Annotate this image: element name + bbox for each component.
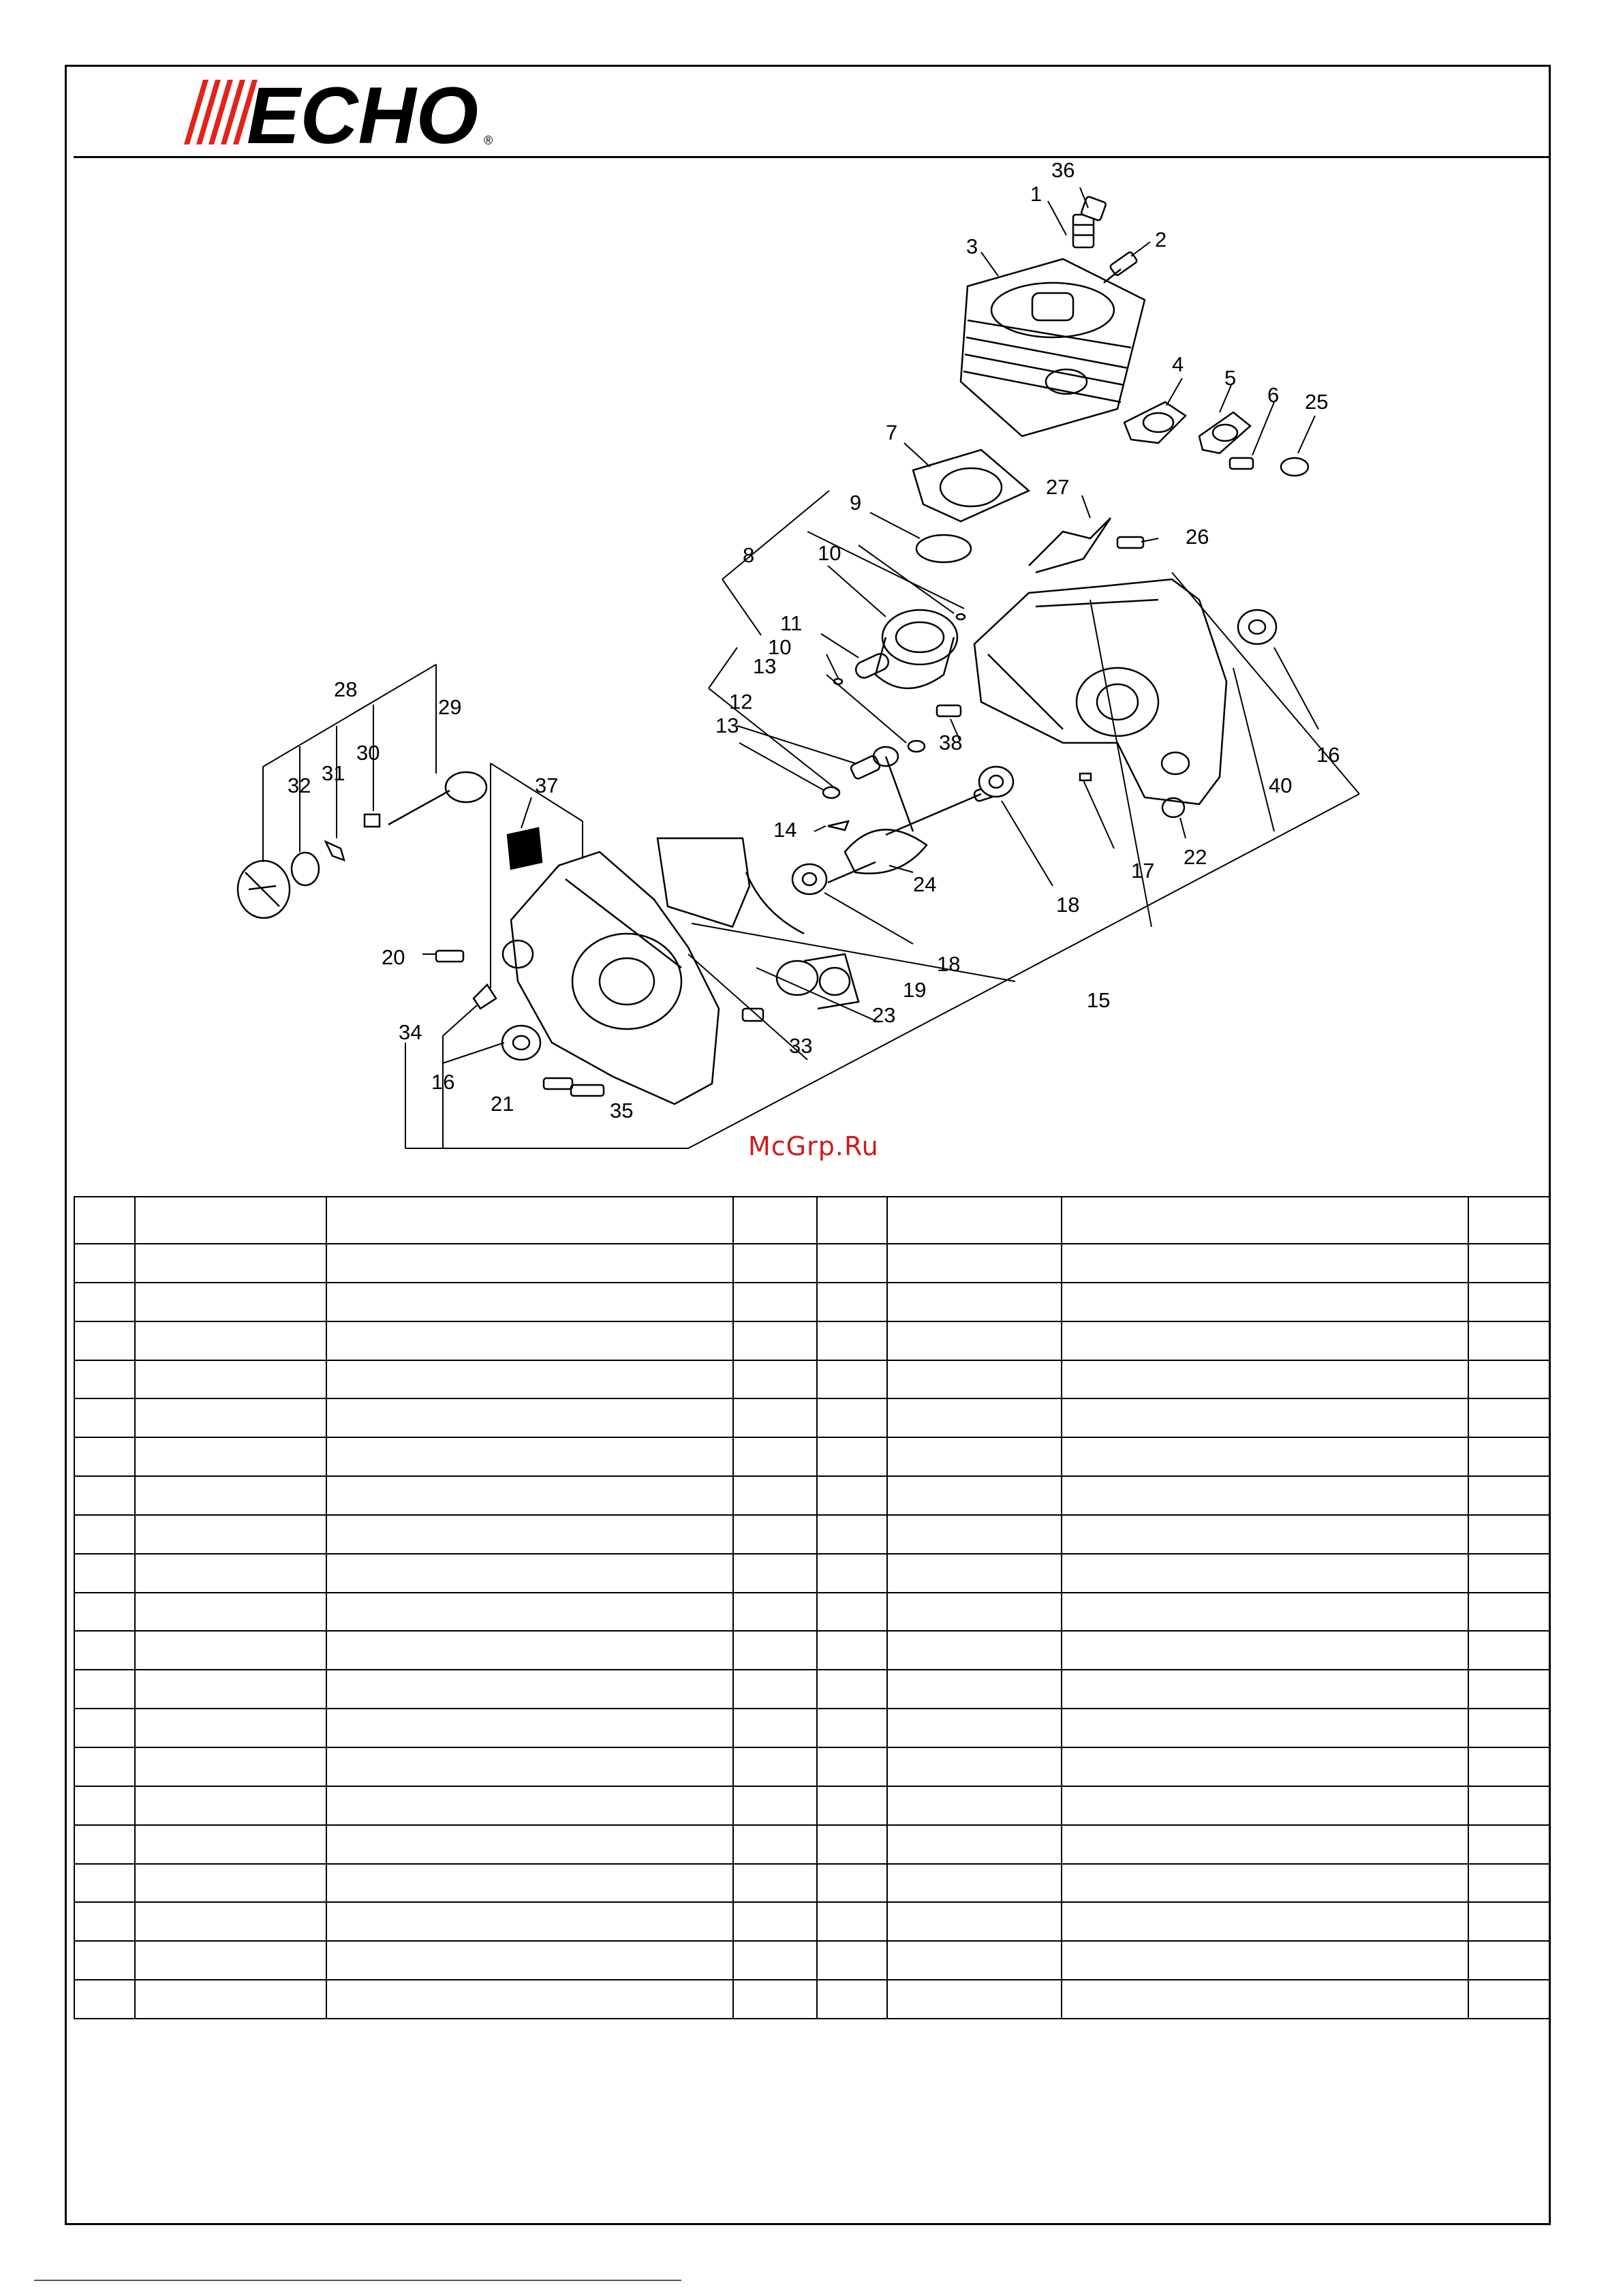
logo-registered-mark: ® xyxy=(484,134,493,147)
table-cell xyxy=(817,1360,887,1399)
logo-wordmark: ECHO xyxy=(247,76,478,148)
table-cell xyxy=(326,1360,733,1399)
table-cell xyxy=(817,1554,887,1593)
table-cell xyxy=(74,1360,135,1399)
table-cell xyxy=(135,1554,326,1593)
callout-33: 33 xyxy=(789,1034,813,1058)
heat-shield-part xyxy=(1029,518,1111,572)
table-cell xyxy=(887,1515,1062,1554)
table-cell xyxy=(733,1197,817,1244)
table-row xyxy=(74,1593,1549,1632)
table-cell xyxy=(135,1476,326,1515)
table-cell xyxy=(1062,1476,1468,1515)
key-part xyxy=(828,821,848,830)
crankshaft-part xyxy=(828,747,1002,883)
knob-screw-part xyxy=(365,814,380,827)
table-cell xyxy=(1062,1709,1468,1747)
table-cell xyxy=(733,1360,817,1399)
table-cell xyxy=(1468,1554,1549,1593)
watermark: McGrp.Ru xyxy=(748,1131,879,1161)
callout-23: 23 xyxy=(872,1003,896,1027)
table-cell xyxy=(135,1631,326,1670)
table-cell xyxy=(887,1476,1062,1515)
screw-part-3 xyxy=(544,1078,572,1089)
table-cell xyxy=(817,1515,887,1554)
table-cell xyxy=(1468,1980,1549,2019)
table-cell xyxy=(817,1941,887,1980)
screw-part xyxy=(937,705,961,716)
table-cell xyxy=(1468,1437,1549,1476)
callout-31: 31 xyxy=(322,761,345,785)
table-cell xyxy=(1468,1197,1549,1244)
table-cell xyxy=(74,1321,135,1360)
table-cell xyxy=(1062,1283,1468,1321)
bearing-part-2 xyxy=(792,864,826,894)
table-cell xyxy=(326,1941,733,1980)
table-cell xyxy=(887,1398,1062,1437)
table-cell xyxy=(74,1476,135,1515)
table-cell xyxy=(326,1476,733,1515)
parts-table-body xyxy=(74,1197,1549,2019)
table-cell xyxy=(74,1244,135,1283)
table-cell xyxy=(817,1747,887,1786)
table-cell xyxy=(326,1825,733,1864)
table-cell xyxy=(74,1631,135,1670)
piston-part xyxy=(876,610,957,688)
callout-16: 16 xyxy=(1316,743,1340,767)
table-row xyxy=(74,1786,1549,1825)
table-cell xyxy=(1062,1631,1468,1670)
intake-manifold-part xyxy=(777,954,859,1009)
table-cell xyxy=(1468,1864,1549,1903)
table-cell xyxy=(326,1398,733,1437)
callout-25: 25 xyxy=(1305,390,1329,414)
table-cell xyxy=(1062,1554,1468,1593)
table-cell xyxy=(817,1825,887,1864)
callout-17: 17 xyxy=(1131,859,1155,883)
piston-ring-part xyxy=(916,535,971,562)
table-cell xyxy=(135,1825,326,1864)
table-cell xyxy=(817,1321,887,1360)
table-cell xyxy=(326,1515,733,1554)
table-cell xyxy=(135,1593,326,1632)
table-cell xyxy=(1062,1515,1468,1554)
table-cell xyxy=(1062,1398,1468,1437)
table-cell xyxy=(135,1670,326,1709)
table-cell xyxy=(1062,1437,1468,1476)
table-cell xyxy=(135,1786,326,1825)
table-cell xyxy=(733,1670,817,1709)
table-cell xyxy=(887,1593,1062,1632)
table-cell xyxy=(74,1902,135,1941)
table-cell xyxy=(326,1593,733,1632)
table-cell xyxy=(887,1747,1062,1786)
callout-38: 38 xyxy=(939,731,963,754)
table-cell xyxy=(135,1360,326,1399)
table-cell xyxy=(817,1593,887,1632)
table-cell xyxy=(733,1515,817,1554)
table-cell xyxy=(817,1864,887,1903)
callout-27: 27 xyxy=(1046,475,1070,499)
table-cell xyxy=(74,1980,135,2019)
callout-1: 1 xyxy=(1030,182,1042,206)
table-row xyxy=(74,1321,1549,1360)
table-row xyxy=(74,1902,1549,1941)
table-cell xyxy=(74,1398,135,1437)
table-cell xyxy=(326,1980,733,2019)
table-cell xyxy=(135,1398,326,1437)
callout-40: 40 xyxy=(1269,774,1293,797)
table-cell xyxy=(1062,1244,1468,1283)
table-row xyxy=(74,1980,1549,2019)
bearing-part-3 xyxy=(1238,610,1276,644)
circlip-part xyxy=(957,614,965,619)
table-cell xyxy=(135,1283,326,1321)
table-cell xyxy=(1468,1398,1549,1437)
table-cell xyxy=(887,1825,1062,1864)
cylinder-gasket-part xyxy=(913,450,1029,521)
callout-16b: 16 xyxy=(431,1070,455,1094)
table-cell xyxy=(733,1902,817,1941)
table-cell xyxy=(135,1864,326,1903)
table-cell xyxy=(733,1398,817,1437)
table-cell xyxy=(1062,1670,1468,1709)
table-cell xyxy=(326,1902,733,1941)
callout-37: 37 xyxy=(535,774,559,797)
callout-6: 6 xyxy=(1267,383,1280,407)
table-cell xyxy=(326,1197,733,1244)
table-cell xyxy=(135,1902,326,1941)
table-row xyxy=(74,1670,1549,1709)
callout-30: 30 xyxy=(356,741,380,765)
table-cell xyxy=(733,1476,817,1515)
table-cell xyxy=(74,1197,135,1244)
callout-19: 19 xyxy=(903,978,927,1002)
muffler-screw-part xyxy=(1230,458,1253,469)
table-cell xyxy=(817,1244,887,1283)
table-cell xyxy=(887,1709,1062,1747)
decomp-valve-part xyxy=(1073,196,1107,247)
table-cell xyxy=(733,1437,817,1476)
ratchet-cap-part xyxy=(238,861,290,918)
table-header-row xyxy=(74,1197,1549,1244)
callout-21: 21 xyxy=(491,1092,514,1116)
table-cell xyxy=(1062,1902,1468,1941)
table-cell xyxy=(1062,1321,1468,1360)
table-cell xyxy=(1468,1747,1549,1786)
crankcase-left-part xyxy=(503,852,719,1104)
table-row xyxy=(74,1941,1549,1980)
table-cell xyxy=(326,1321,733,1360)
table-cell xyxy=(74,1786,135,1825)
footer-rule xyxy=(34,2280,681,2281)
table-cell xyxy=(733,1864,817,1903)
callout-24: 24 xyxy=(913,872,937,896)
callout-22: 22 xyxy=(1184,845,1207,869)
table-cell xyxy=(887,1631,1062,1670)
cylinder-bolt-part xyxy=(1104,251,1138,283)
table-cell xyxy=(1062,1980,1468,2019)
callout-14: 14 xyxy=(773,818,797,842)
table-cell xyxy=(326,1709,733,1747)
table-cell xyxy=(326,1437,733,1476)
bearing-part-4 xyxy=(502,1026,540,1060)
table-cell xyxy=(817,1283,887,1321)
callout-18: 18 xyxy=(1056,893,1080,917)
callout-36: 36 xyxy=(1051,158,1075,182)
table-row xyxy=(74,1398,1549,1437)
table-cell xyxy=(1062,1360,1468,1399)
table-cell xyxy=(1468,1786,1549,1825)
table-cell xyxy=(887,1360,1062,1399)
table-cell xyxy=(74,1941,135,1980)
table-cell xyxy=(326,1631,733,1670)
callout-10b: 10 xyxy=(768,635,792,659)
table-cell xyxy=(1468,1825,1549,1864)
table-cell xyxy=(74,1437,135,1476)
table-cell xyxy=(74,1554,135,1593)
cylinder-part xyxy=(961,259,1145,436)
table-cell xyxy=(733,1244,817,1283)
ring-part xyxy=(1281,458,1308,476)
table-cell xyxy=(887,1197,1062,1244)
table-cell xyxy=(135,1321,326,1360)
table-cell xyxy=(887,1554,1062,1593)
callout-12: 12 xyxy=(729,690,753,714)
parts-table xyxy=(74,1196,1550,2019)
needle-bearing-part xyxy=(850,755,881,780)
table-cell xyxy=(887,1437,1062,1476)
table-row xyxy=(74,1244,1549,1283)
table-cell xyxy=(887,1244,1062,1283)
table-row xyxy=(74,1825,1549,1864)
table-cell xyxy=(887,1321,1062,1360)
callout-18b: 18 xyxy=(937,952,961,976)
table-cell xyxy=(1468,1670,1549,1709)
table-cell xyxy=(1468,1631,1549,1670)
table-cell xyxy=(1468,1283,1549,1321)
callout-32: 32 xyxy=(288,774,311,797)
callout-9: 9 xyxy=(850,491,862,515)
table-cell xyxy=(733,1709,817,1747)
table-cell xyxy=(817,1197,887,1244)
table-cell xyxy=(1468,1244,1549,1283)
table-cell xyxy=(887,1980,1062,2019)
callout-3: 3 xyxy=(966,234,978,258)
table-cell xyxy=(817,1709,887,1747)
valve-part xyxy=(474,985,496,1009)
table-cell xyxy=(887,1283,1062,1321)
callout-29: 29 xyxy=(438,695,462,719)
table-cell xyxy=(1468,1515,1549,1554)
muffler-gasket-part xyxy=(1124,402,1250,453)
table-cell xyxy=(1062,1197,1468,1244)
table-cell xyxy=(887,1902,1062,1941)
table-cell xyxy=(326,1244,733,1283)
callout-15: 15 xyxy=(1087,988,1111,1012)
callout-28: 28 xyxy=(334,677,358,701)
table-cell xyxy=(817,1670,887,1709)
table-row xyxy=(74,1437,1549,1476)
table-cell xyxy=(733,1825,817,1864)
table-cell xyxy=(1468,1321,1549,1360)
choke-rod-part xyxy=(388,772,486,825)
table-cell xyxy=(733,1321,817,1360)
table-cell xyxy=(74,1825,135,1864)
table-cell xyxy=(135,1197,326,1244)
table-cell xyxy=(135,1437,326,1476)
table-cell xyxy=(74,1283,135,1321)
table-row xyxy=(74,1515,1549,1554)
screw-part-4 xyxy=(571,1085,604,1096)
table-row xyxy=(74,1360,1549,1399)
table-cell xyxy=(817,1631,887,1670)
table-cell xyxy=(135,1747,326,1786)
table-cell xyxy=(326,1864,733,1903)
table-cell xyxy=(1468,1709,1549,1747)
table-cell xyxy=(733,1747,817,1786)
shield-screw-part xyxy=(1117,537,1143,548)
table-cell xyxy=(135,1244,326,1283)
table-cell xyxy=(1468,1941,1549,1980)
table-row xyxy=(74,1709,1549,1747)
table-cell xyxy=(733,1593,817,1632)
table-cell xyxy=(733,1980,817,2019)
table-cell xyxy=(74,1593,135,1632)
callout-11: 11 xyxy=(780,611,803,635)
table-cell xyxy=(887,1786,1062,1825)
callout-4: 4 xyxy=(1172,352,1184,376)
callout-2: 2 xyxy=(1155,228,1167,251)
crankcase-right-part xyxy=(974,579,1226,804)
table-cell xyxy=(887,1864,1062,1903)
table-cell xyxy=(74,1709,135,1747)
table-cell xyxy=(74,1864,135,1903)
table-cell xyxy=(817,1476,887,1515)
table-cell xyxy=(326,1554,733,1593)
table-cell xyxy=(135,1515,326,1554)
dowel-pin-part xyxy=(1080,774,1091,780)
table-cell xyxy=(326,1786,733,1825)
callout-20: 20 xyxy=(382,945,405,969)
table-cell xyxy=(817,1398,887,1437)
table-cell xyxy=(74,1515,135,1554)
table-cell xyxy=(817,1437,887,1476)
screw-part-2 xyxy=(436,951,463,962)
callout-35: 35 xyxy=(610,1099,634,1122)
table-cell xyxy=(1062,1941,1468,1980)
piston-pin-part xyxy=(853,652,891,681)
table-cell xyxy=(733,1786,817,1825)
table-cell xyxy=(1468,1593,1549,1632)
table-cell xyxy=(1468,1476,1549,1515)
crankcase-gasket-part xyxy=(658,838,749,927)
callout-5: 5 xyxy=(1224,366,1237,390)
table-cell xyxy=(1062,1593,1468,1632)
intake-screw-part xyxy=(743,1009,763,1021)
callout-8: 8 xyxy=(743,543,755,567)
table-cell xyxy=(135,1709,326,1747)
table-row xyxy=(74,1747,1549,1786)
cylinder-gasket-bore xyxy=(940,468,1002,506)
table-cell xyxy=(887,1670,1062,1709)
bearing-part xyxy=(979,767,1013,797)
table-cell xyxy=(733,1631,817,1670)
callout-7: 7 xyxy=(886,420,898,444)
o-ring-part xyxy=(292,853,319,885)
table-cell xyxy=(135,1941,326,1980)
table-cell xyxy=(887,1941,1062,1980)
table-cell xyxy=(326,1747,733,1786)
table-cell xyxy=(1062,1786,1468,1825)
table-cell xyxy=(1062,1825,1468,1864)
table-cell xyxy=(326,1670,733,1709)
table-cell xyxy=(1468,1360,1549,1399)
washer-part xyxy=(908,741,925,752)
callout-10: 10 xyxy=(818,541,841,565)
table-row xyxy=(74,1283,1549,1321)
table-cell xyxy=(817,1980,887,2019)
table-cell xyxy=(1062,1864,1468,1903)
table-row xyxy=(74,1476,1549,1515)
table-cell xyxy=(326,1283,733,1321)
callout-13: 13 xyxy=(753,654,777,678)
table-row xyxy=(74,1554,1549,1593)
table-cell xyxy=(74,1670,135,1709)
callout-34: 34 xyxy=(399,1020,422,1044)
table-cell xyxy=(817,1902,887,1941)
label-plate-part xyxy=(508,828,542,869)
table-cell xyxy=(135,1980,326,2019)
table-cell xyxy=(733,1283,817,1321)
washer-part-2 xyxy=(823,787,839,798)
clip-part xyxy=(326,842,344,860)
table-row xyxy=(74,1864,1549,1903)
table-cell xyxy=(733,1554,817,1593)
table-cell xyxy=(1062,1747,1468,1786)
callout-13b: 13 xyxy=(715,714,739,737)
table-cell xyxy=(1468,1902,1549,1941)
table-cell xyxy=(74,1747,135,1786)
table-row xyxy=(74,1631,1549,1670)
table-cell xyxy=(733,1941,817,1980)
table-cell xyxy=(817,1786,887,1825)
callout-26: 26 xyxy=(1186,525,1209,549)
